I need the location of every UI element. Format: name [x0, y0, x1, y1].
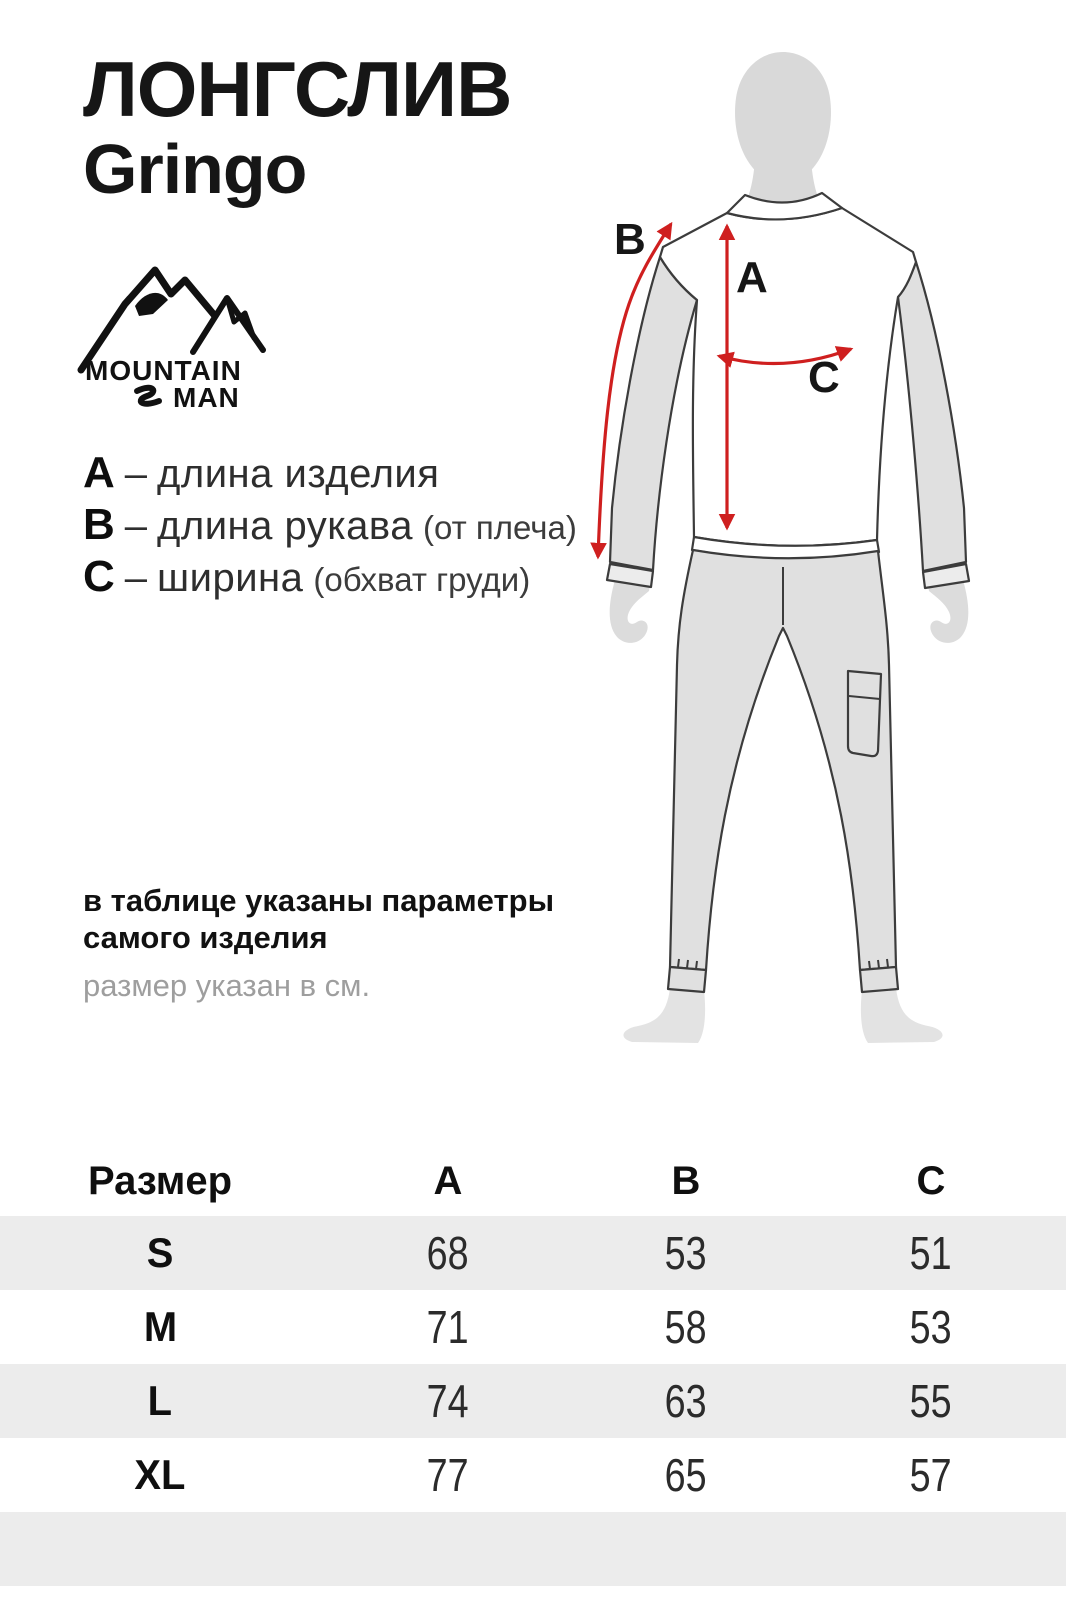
measurement-legend	[83, 448, 577, 604]
table-row-xl	[0, 1438, 1066, 1512]
figure-label-b: B	[614, 215, 646, 264]
value-a: 74	[427, 1375, 469, 1427]
legend-letter: C	[83, 552, 115, 601]
size-label: M	[143, 1303, 177, 1350]
legend-note: (обхват груди)	[313, 561, 531, 598]
legend-text: ширина	[157, 556, 304, 600]
table-row-l	[0, 1364, 1066, 1438]
table-row-empty	[0, 1512, 1066, 1586]
value-a: 68	[427, 1227, 469, 1279]
figure-label-a: A	[736, 253, 768, 302]
value-b: 63	[665, 1375, 707, 1427]
legend-note: (от плеча)	[422, 509, 577, 546]
legend-letter: B	[83, 500, 115, 549]
table-row-m	[0, 1290, 1066, 1364]
figure-label-c: C	[808, 353, 840, 402]
legend-dash: –	[124, 452, 148, 496]
page-title	[83, 45, 512, 208]
value-c: 57	[910, 1449, 952, 1501]
legend-item-a	[83, 448, 577, 500]
brand-name-line2: MAN	[173, 382, 240, 410]
legend-text: длина изделия	[157, 452, 440, 496]
table-row-s	[0, 1216, 1066, 1290]
legend-letter: A	[83, 448, 115, 497]
size-label: S	[146, 1229, 174, 1276]
measurement-figure	[560, 30, 1030, 1045]
value-c: 53	[910, 1301, 952, 1353]
legend-text: длина рукава	[157, 504, 413, 548]
header-b: B	[671, 1158, 701, 1203]
value-c: 55	[910, 1375, 952, 1427]
brand-squiggle-icon	[137, 388, 159, 404]
size-label: XL	[134, 1451, 186, 1498]
size-table-header	[0, 1146, 1066, 1216]
header-c: C	[916, 1158, 946, 1203]
table-note-units: размер указан в см.	[83, 968, 371, 1003]
value-b: 58	[665, 1301, 707, 1353]
product-type-title: ЛОНГСЛИВ	[83, 45, 512, 133]
product-name-title: Gringo	[83, 130, 307, 208]
size-table-body	[0, 1216, 1066, 1586]
legend-dash: –	[124, 556, 148, 600]
legend-item-c	[83, 552, 577, 604]
brand-logo	[75, 250, 290, 410]
table-note-line1: в таблице указаны параметры	[83, 883, 555, 918]
legend-item-b	[83, 500, 577, 552]
table-note-line2: самого изделия	[83, 920, 328, 955]
value-b: 65	[665, 1449, 707, 1501]
header-a: A	[433, 1158, 463, 1203]
value-a: 71	[427, 1301, 469, 1353]
value-c: 51	[910, 1227, 952, 1279]
brand-name-line1: MOUNTAIN	[85, 355, 242, 386]
value-a: 77	[427, 1449, 469, 1501]
header-size: Размер	[87, 1158, 233, 1203]
value-b: 53	[665, 1227, 707, 1279]
size-label: L	[147, 1377, 173, 1424]
legend-dash: –	[124, 504, 148, 548]
shirt-body	[660, 208, 916, 546]
table-note	[83, 882, 554, 1004]
size-table	[0, 1146, 1066, 1586]
